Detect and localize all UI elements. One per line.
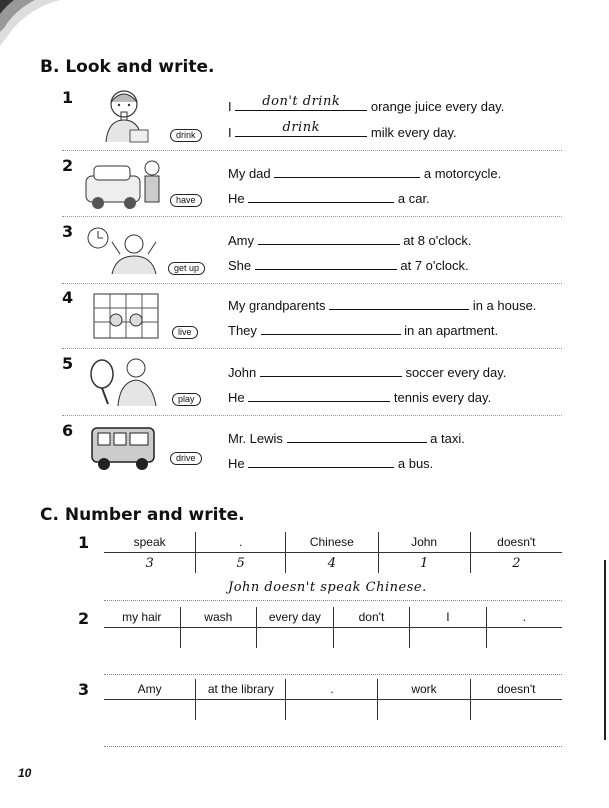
writing-line	[104, 600, 562, 601]
writing-line[interactable]	[104, 674, 562, 675]
item-number: 6	[62, 421, 74, 440]
handwritten-answer: don't drink	[262, 94, 341, 109]
order-cell[interactable]: 2	[470, 553, 562, 574]
sentence-line: John soccer every day.	[228, 362, 506, 380]
word-cell: Chinese	[286, 532, 378, 553]
writing-line[interactable]	[104, 746, 562, 747]
page-number: 10	[18, 766, 32, 780]
word-cell: doesn't	[470, 679, 562, 700]
row-divider	[62, 415, 562, 416]
row-divider	[62, 348, 562, 349]
item-number: 2	[62, 156, 74, 175]
word-cell: .	[486, 607, 562, 628]
word-cell: I	[410, 607, 486, 628]
written-sentence: John doesn't speak Chinese.	[228, 580, 427, 595]
order-cell[interactable]: 4	[286, 553, 378, 574]
sentence-line: They in an apartment.	[228, 320, 498, 338]
word-cell: doesn't	[470, 532, 562, 553]
item-number: 3	[78, 680, 90, 699]
part-c-title: C. Number and write.	[40, 505, 245, 525]
order-cell[interactable]	[333, 628, 410, 649]
answer-blank[interactable]	[258, 230, 400, 245]
verb-tag: live	[172, 326, 198, 339]
order-cell[interactable]: 3	[145, 555, 154, 571]
order-cell[interactable]	[378, 700, 470, 721]
item-number: 1	[78, 533, 90, 552]
item-number: 4	[62, 288, 74, 307]
verb-tag: drink	[170, 129, 202, 142]
order-cell[interactable]	[180, 628, 257, 649]
answer-blank[interactable]	[260, 362, 402, 377]
sentence-line: He tennis every day.	[228, 387, 491, 405]
sentence-line: I don't drink orange juice every day.	[228, 94, 505, 114]
word-cell: don't	[333, 607, 410, 628]
sentence-line: Mr. Lewis a taxi.	[228, 428, 465, 446]
word-cell: .	[286, 679, 378, 700]
handwritten-answer: drink	[282, 120, 320, 135]
order-cell[interactable]	[486, 628, 562, 649]
grandparents-house-icon	[86, 290, 166, 342]
word-cell: .	[196, 532, 286, 553]
row-divider	[62, 216, 562, 217]
answer-blank[interactable]	[248, 453, 394, 468]
word-order-table	[104, 607, 562, 648]
man-with-car-icon	[82, 156, 167, 212]
order-cell[interactable]	[104, 628, 180, 649]
word-cell: every day	[257, 607, 334, 628]
sentence-line: I drink milk every day.	[228, 120, 457, 140]
girl-waking-up-icon	[82, 224, 167, 276]
sentence-line: My dad a motorcycle.	[228, 163, 501, 181]
order-cell[interactable]	[104, 700, 196, 721]
word-cell: speak	[104, 532, 196, 553]
verb-tag: have	[170, 194, 202, 207]
word-cell: at the library	[196, 679, 286, 700]
answer-blank[interactable]	[255, 255, 397, 270]
sentence-line: She at 7 o'clock.	[228, 255, 469, 273]
item-number: 5	[62, 354, 74, 373]
answer-blank[interactable]	[248, 387, 390, 402]
word-cell: Amy	[104, 679, 196, 700]
verb-tag: drive	[170, 452, 202, 465]
answer-blank[interactable]	[235, 96, 367, 111]
answer-blank[interactable]	[235, 122, 367, 137]
item-number: 1	[62, 88, 74, 107]
row-divider	[62, 283, 562, 284]
order-cell[interactable]	[410, 628, 486, 649]
row-divider	[62, 150, 562, 151]
answer-blank[interactable]	[329, 295, 469, 310]
order-cell[interactable]	[470, 700, 562, 721]
item-number: 2	[78, 609, 90, 628]
sentence-line: Amy at 8 o'clock.	[228, 230, 472, 248]
boy-tennis-icon	[84, 356, 164, 408]
order-cell[interactable]: 5	[196, 553, 286, 574]
corner-texture	[0, 0, 70, 50]
answer-blank[interactable]	[248, 188, 394, 203]
verb-tag: play	[172, 393, 201, 406]
sentence-line: He a bus.	[228, 453, 433, 471]
order-cell[interactable]: 1	[378, 553, 470, 574]
part-b-title: B. Look and write.	[40, 57, 215, 77]
word-cell: John	[378, 532, 470, 553]
answer-blank[interactable]	[287, 428, 427, 443]
answer-blank[interactable]	[261, 320, 401, 335]
answer-blank[interactable]	[274, 163, 420, 178]
bus-icon	[86, 422, 166, 474]
order-cell[interactable]	[257, 628, 334, 649]
sentence-line: My grandparents in a house.	[228, 295, 536, 313]
binding-mark	[604, 560, 606, 740]
word-cell: work	[378, 679, 470, 700]
word-order-table	[104, 679, 562, 720]
sentence-line: He a car.	[228, 188, 430, 206]
word-cell: wash	[180, 607, 257, 628]
verb-tag: get up	[168, 262, 205, 275]
word-cell: my hair	[104, 607, 180, 628]
order-cell[interactable]	[286, 700, 378, 721]
word-order-table	[104, 532, 562, 573]
order-cell[interactable]	[196, 700, 286, 721]
girl-drinking-icon	[82, 86, 167, 144]
item-number: 3	[62, 222, 74, 241]
